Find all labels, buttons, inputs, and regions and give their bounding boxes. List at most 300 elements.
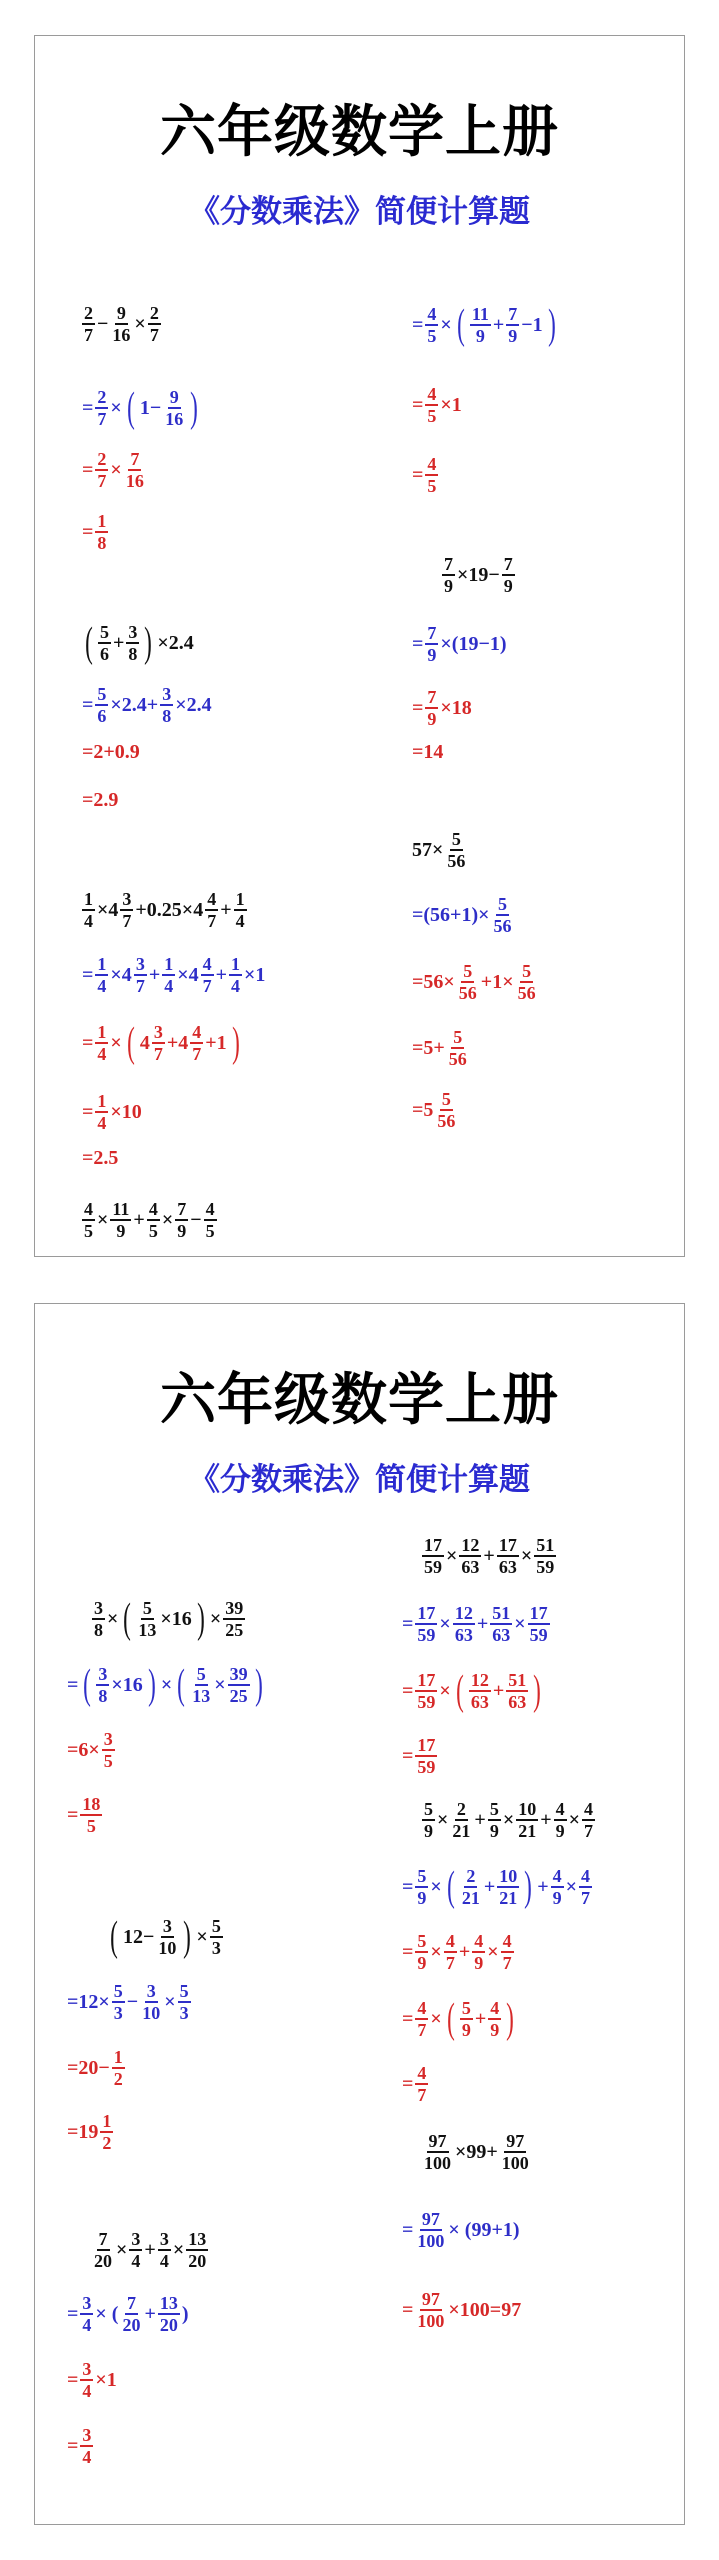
math-text: × (502, 1809, 515, 1831)
denominator: 56 (437, 1111, 456, 1131)
math-text: ) (181, 2303, 189, 2325)
math-line (81, 387, 202, 429)
denominator: 7 (417, 2085, 427, 2105)
numerator: 4 (202, 954, 212, 974)
math-text: × (134, 313, 146, 335)
denominator: 9 (474, 1953, 484, 1973)
denominator: 5 (103, 1751, 113, 1771)
denominator: 56 (517, 983, 536, 1003)
denominator: 4 (159, 2251, 169, 2271)
denominator: 9 (555, 1821, 565, 1841)
math-line (411, 1090, 458, 1130)
numerator: 17 (424, 1535, 442, 1555)
denominator: 63 (492, 1625, 511, 1645)
fraction (470, 305, 491, 345)
numerator: 3 (135, 954, 145, 974)
denominator: 7 (153, 1044, 163, 1064)
denominator: 2 (102, 2133, 112, 2153)
math-text: × (214, 1674, 226, 1696)
denominator: 5 (84, 1221, 93, 1241)
math-text: =5+ (412, 1037, 445, 1059)
math-text: × (160, 1674, 173, 1696)
math-text: = (82, 397, 94, 419)
numerator: 1 (231, 954, 241, 974)
math-text: × (439, 1613, 451, 1635)
denominator: 6 (97, 706, 107, 726)
math-text: +1× (480, 971, 514, 993)
math-text: × (164, 1991, 176, 2013)
fraction (96, 1665, 109, 1705)
math-line (421, 1800, 596, 1840)
numerator: 4 (555, 1799, 565, 1819)
math-line (66, 2426, 94, 2466)
math-text: × (520, 1545, 533, 1567)
denominator: 100 (417, 2311, 445, 2331)
denominator: 7 (502, 1953, 512, 1973)
numerator: 3 (122, 889, 132, 909)
numerator: 5 (196, 1664, 206, 1684)
denominator: 21 (499, 1888, 518, 1908)
fraction (110, 304, 132, 344)
math-line (66, 1730, 116, 1770)
denominator: 3 (179, 2003, 189, 2023)
denominator: 5 (427, 406, 437, 426)
fraction (445, 830, 467, 870)
math-text: =2.9 (82, 789, 119, 811)
denominator: 4 (131, 2251, 141, 2271)
parenthesis: ( (446, 1864, 455, 1910)
parenthesis: ) (547, 302, 556, 348)
fraction (210, 1917, 223, 1957)
fraction (82, 304, 95, 344)
math-text: ×1 (440, 394, 462, 416)
numerator: 97 (421, 2289, 440, 2309)
numerator: 4 (417, 2063, 427, 2083)
math-line (66, 2048, 126, 2088)
math-text: = (402, 2008, 414, 2030)
numerator: 5 (417, 1866, 427, 1886)
denominator: 9 (424, 1821, 433, 1841)
numerator: 97 (428, 2131, 447, 2151)
math-text: − (97, 313, 109, 335)
math-line (66, 2112, 114, 2152)
math-line (81, 1022, 244, 1064)
denominator: 8 (128, 644, 138, 664)
fraction (95, 1023, 108, 1063)
page-subtitle: 《分数乘法》简便计算题 (189, 194, 530, 230)
numerator: 17 (417, 1670, 436, 1690)
denominator: 5 (205, 1221, 215, 1241)
math-text: ×100=97 (448, 2299, 522, 2321)
math-text: + (540, 1809, 552, 1831)
math-text: × (514, 1613, 526, 1635)
math-line (81, 450, 147, 490)
fraction (422, 1800, 435, 1840)
worksheet-page-2 (34, 1303, 685, 2525)
fraction (551, 1867, 564, 1907)
math-text: + (492, 1680, 505, 1702)
numerator: 51 (492, 1603, 511, 1623)
math-text: + (492, 314, 505, 336)
math-line (401, 1604, 551, 1644)
math-line (91, 2230, 209, 2270)
denominator: 4 (231, 976, 241, 996)
math-text: × (437, 1809, 449, 1831)
math-text: =20− (67, 2057, 110, 2079)
numerator: 5 (498, 894, 508, 914)
numerator: 39 (229, 1664, 248, 1684)
denominator: 56 (458, 983, 477, 1003)
numerator: 97 (421, 2209, 440, 2229)
math-line (401, 1866, 593, 1908)
fraction (528, 1604, 550, 1644)
denominator: 4 (84, 911, 93, 931)
denominator: 63 (470, 1692, 489, 1712)
denominator: 56 (448, 1049, 467, 1069)
numerator: 9 (169, 387, 179, 407)
numerator: 11 (112, 1199, 130, 1219)
math-text: = (402, 2073, 414, 2095)
math-line (401, 1736, 438, 1776)
denominator: 20 (159, 2315, 178, 2335)
denominator: 21 (461, 1888, 480, 1908)
math-text: ×4 (177, 964, 199, 986)
fraction (160, 685, 173, 725)
fraction (425, 688, 438, 728)
denominator: 63 (498, 1557, 517, 1577)
math-line (411, 895, 515, 935)
math-text: = (67, 2369, 79, 2391)
math-text: ×10 (110, 1101, 142, 1123)
fraction (425, 455, 438, 495)
denominator: 4 (235, 911, 245, 931)
parenthesis: ) (533, 1668, 542, 1714)
fraction (415, 2064, 428, 2104)
fraction (95, 388, 108, 428)
numerator: 3 (98, 1664, 108, 1684)
math-line (81, 1148, 119, 1168)
numerator: 12 (461, 1535, 480, 1555)
math-text: × (97, 1209, 109, 1231)
numerator: 7 (503, 554, 513, 574)
math-line (401, 2064, 429, 2104)
fraction (229, 955, 242, 995)
numerator: 3 (82, 2425, 92, 2445)
numerator: 2 (97, 449, 107, 469)
fraction (501, 1932, 514, 1972)
parenthesis: ( (126, 385, 135, 431)
numerator: 4 (207, 889, 217, 909)
numerator: 4 (474, 1931, 484, 1951)
fraction (444, 1932, 457, 1972)
math-text: + (144, 2239, 156, 2261)
numerator: 3 (159, 2229, 169, 2249)
numerator: 5 (424, 1799, 433, 1819)
denominator: 9 (475, 326, 485, 346)
numerator: 7 (177, 1199, 187, 1219)
numerator: 2 (466, 1866, 476, 1886)
numerator: 3 (162, 1916, 172, 1936)
math-line (91, 1598, 246, 1640)
math-text: = (402, 1680, 414, 1702)
worksheet-page-1 (34, 35, 685, 1257)
parenthesis: ( (85, 620, 93, 666)
denominator: 3 (211, 1938, 221, 1958)
math-line (81, 512, 109, 552)
math-line (66, 2360, 118, 2400)
math-text: 4 (139, 1032, 150, 1054)
math-text: + (113, 632, 125, 654)
math-text: + (537, 1876, 549, 1898)
fraction (120, 890, 133, 930)
denominator: 5 (427, 326, 437, 346)
fraction (422, 1536, 444, 1576)
denominator: 7 (581, 1888, 591, 1908)
numerator: 5 (463, 961, 473, 981)
fraction (469, 1671, 491, 1711)
math-line (81, 685, 213, 725)
denominator: 59 (536, 1557, 555, 1577)
numerator: 7 (508, 304, 518, 324)
numerator: 3 (103, 1729, 113, 1749)
numerator: 7 (444, 554, 453, 574)
parenthesis: ( (83, 1662, 92, 1708)
parenthesis: ) (144, 620, 153, 666)
math-line (411, 830, 468, 870)
math-text: × (110, 1032, 122, 1054)
numerator: 18 (82, 1794, 101, 1814)
math-text: × (440, 314, 452, 336)
numerator: 10 (518, 1799, 537, 1819)
numerator: 1 (97, 954, 107, 974)
numerator: 1 (235, 889, 245, 909)
math-text: = (82, 459, 94, 481)
math-text: × (107, 1608, 119, 1630)
numerator: 11 (471, 304, 489, 324)
math-text: ×16 (111, 1674, 143, 1696)
math-text: + (458, 1941, 471, 1963)
math-text: = (82, 521, 94, 543)
denominator: 20 (94, 2251, 112, 2271)
numerator: 7 (130, 449, 140, 469)
denominator: 9 (427, 645, 437, 665)
math-line (66, 1795, 103, 1835)
denominator: 9 (508, 326, 518, 346)
fraction (502, 555, 515, 595)
numerator: 17 (498, 1535, 517, 1555)
denominator: 4 (97, 1044, 107, 1064)
denominator: 20 (122, 2315, 141, 2335)
math-line (81, 1200, 218, 1240)
math-text: =56× (412, 971, 455, 993)
math-text: ×4 (110, 964, 132, 986)
fraction (450, 1800, 472, 1840)
fraction (234, 890, 247, 930)
denominator: 59 (417, 1757, 436, 1777)
fraction (204, 1200, 217, 1240)
denominator: 25 (229, 1686, 248, 1706)
fraction (554, 1800, 567, 1840)
fraction (82, 890, 95, 930)
denominator: 9 (503, 576, 513, 596)
math-text: = (402, 1941, 414, 1963)
numerator: 3 (82, 2293, 92, 2313)
math-line (411, 1028, 470, 1068)
fraction (80, 2360, 93, 2400)
fraction (92, 1599, 105, 1639)
denominator: 21 (518, 1821, 537, 1841)
math-line (411, 455, 439, 495)
numerator: 4 (417, 1998, 427, 2018)
parenthesis: ) (183, 1914, 192, 1960)
math-text: = (412, 633, 424, 655)
math-text: +0.25×4 (135, 899, 204, 921)
math-text: = (67, 1674, 79, 1696)
denominator: 7 (192, 1044, 202, 1064)
fraction (425, 624, 438, 664)
fraction (129, 2230, 142, 2270)
math-text: = (402, 1876, 414, 1898)
numerator: 4 (584, 1799, 594, 1819)
numerator: 7 (126, 2293, 136, 2313)
math-text: × (110, 459, 122, 481)
numerator: 7 (427, 687, 437, 707)
denominator: 7 (207, 911, 217, 931)
numerator: 4 (427, 384, 437, 404)
denominator: 59 (529, 1625, 548, 1645)
math-line (66, 2294, 190, 2334)
parenthesis: ( (455, 1668, 464, 1714)
denominator: 7 (584, 1821, 594, 1841)
math-text: + (476, 1613, 489, 1635)
fraction (205, 890, 218, 930)
fraction (453, 1604, 475, 1644)
numerator: 1 (102, 2111, 112, 2131)
fraction (579, 1867, 592, 1907)
fraction (110, 1200, 131, 1240)
math-text: 12− (123, 1926, 155, 1948)
denominator: 7 (445, 1953, 455, 1973)
fraction (415, 1999, 428, 2039)
fraction (80, 1795, 102, 1835)
fraction (120, 2294, 142, 2334)
numerator: 4 (148, 1199, 158, 1219)
fraction (112, 1982, 125, 2022)
fraction (152, 1023, 165, 1063)
math-line (81, 622, 195, 664)
fraction (460, 1867, 482, 1907)
denominator: 59 (417, 1625, 436, 1645)
fraction (92, 2230, 114, 2270)
parenthesis: ( (177, 1662, 186, 1708)
fraction (126, 623, 139, 663)
fraction (516, 962, 538, 1002)
math-text: − (190, 1209, 202, 1231)
math-text: = (82, 694, 94, 716)
parenthesis: ( (446, 1996, 455, 2042)
math-line (81, 890, 248, 930)
numerator: 9 (116, 303, 126, 323)
denominator: 8 (97, 533, 107, 553)
parenthesis: ) (196, 1596, 205, 1642)
math-line (441, 555, 516, 595)
math-text: ×1 (244, 964, 266, 986)
denominator: 4 (164, 976, 174, 996)
math-text: + (144, 2303, 156, 2325)
math-text: = (67, 2303, 79, 2325)
denominator: 9 (461, 2020, 471, 2040)
fraction (516, 1800, 538, 1840)
denominator: 7 (97, 471, 107, 491)
numerator: 3 (131, 2229, 141, 2249)
fraction (506, 1671, 528, 1711)
fraction (102, 1730, 115, 1770)
fraction (488, 1800, 501, 1840)
parenthesis: ( (456, 302, 465, 348)
denominator: 9 (490, 2020, 500, 2040)
math-text: + (133, 1209, 145, 1231)
fraction (442, 555, 455, 595)
math-text: −1 (521, 314, 543, 336)
math-line (81, 1092, 143, 1132)
math-line (421, 1536, 557, 1576)
fraction (415, 2210, 446, 2250)
denominator: 100 (417, 2231, 445, 2251)
denominator: 9 (177, 1221, 187, 1241)
fraction (425, 305, 438, 345)
numerator: 2 (84, 303, 93, 323)
math-line (411, 688, 473, 728)
fraction (163, 388, 185, 428)
fraction (447, 1028, 469, 1068)
math-text: × (568, 1809, 581, 1831)
math-text: = (412, 464, 424, 486)
fraction (98, 623, 111, 663)
denominator: 4 (97, 1113, 107, 1133)
fraction (190, 1023, 203, 1063)
denominator: 9 (489, 1821, 499, 1841)
numerator: 5 (211, 1916, 221, 1936)
numerator: 3 (146, 1981, 156, 2001)
numerator: 5 (417, 1931, 427, 1951)
fraction (148, 304, 161, 344)
fraction (186, 2230, 208, 2270)
math-text: × (172, 2239, 185, 2261)
fraction (228, 1665, 250, 1705)
page-title: 六年级数学上册 (160, 100, 559, 165)
parenthesis: ) (524, 1864, 533, 1910)
math-text: × (430, 1876, 442, 1898)
math-text: = (67, 1804, 79, 1826)
fraction (472, 1932, 485, 1972)
numerator: 4 (552, 1866, 562, 1886)
denominator: 4 (82, 2315, 92, 2335)
math-text: × (196, 1926, 208, 1948)
math-text: ×(19−1) (440, 633, 507, 655)
numerator: 7 (98, 2229, 108, 2249)
fraction (497, 1536, 519, 1576)
math-text: =2.5 (82, 1147, 119, 1169)
math-text: ×99+ (455, 2141, 498, 2163)
math-text: 57× (412, 839, 444, 861)
math-text: ×19− (457, 564, 500, 586)
math-line (411, 624, 508, 664)
fraction (95, 512, 108, 552)
math-line (401, 1670, 545, 1712)
math-line (421, 2132, 532, 2172)
math-text: = (82, 1101, 94, 1123)
fraction (100, 2112, 113, 2152)
